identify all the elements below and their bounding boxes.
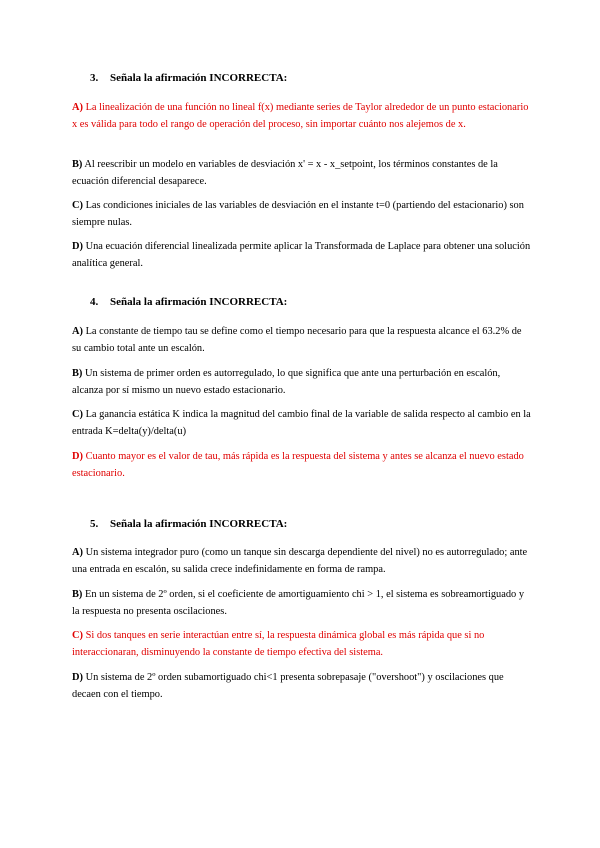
- option-letter: D): [72, 451, 83, 462]
- option-text: La ganancia estática K indica la magnitud del cambio final de la variable de salida respecto al cambio en la entrada K=delta(y)/delta(u): [72, 409, 531, 437]
- question-3-title: [90, 72, 287, 84]
- option-letter: A): [72, 547, 83, 558]
- q5-option-b: [72, 587, 532, 620]
- option-letter: C): [72, 200, 83, 211]
- question-text: Señala la afirmación INCORRECTA:: [110, 518, 288, 530]
- option-text: En un sistema de 2º orden, si el coeficiente de amortiguamiento chi > 1, el sistema es sobreamortiguado y la respuesta no presenta oscilaciones.: [72, 589, 525, 617]
- option-letter: C): [72, 630, 83, 641]
- q3-option-b: [72, 157, 532, 190]
- option-letter: D): [72, 672, 83, 683]
- q3-option-d: [72, 239, 532, 272]
- option-letter: A): [72, 102, 83, 113]
- option-letter: B): [72, 589, 83, 600]
- option-letter: A): [72, 326, 83, 337]
- option-letter: D): [72, 241, 83, 252]
- question-number: 5.: [90, 518, 99, 530]
- q3-option-c: [72, 198, 532, 231]
- question-text: Señala la afirmación INCORRECTA:: [110, 72, 288, 84]
- q4-option-d: [72, 449, 532, 482]
- question-text: Señala la afirmación INCORRECTA:: [110, 296, 288, 308]
- option-text: Un sistema de 2º orden subamortiguado chi<1 presenta sobrepasaje ("overshoot") y oscilaciones que decaen con el tiempo.: [72, 672, 504, 700]
- q5-option-a: [72, 545, 532, 578]
- option-text: Una ecuación diferencial linealizada permite aplicar la Transformada de Laplace para obtener una solución analítica general.: [72, 241, 531, 269]
- option-letter: C): [72, 409, 83, 420]
- q4-option-b: [72, 366, 532, 399]
- option-text: Las condiciones iniciales de las variables de desviación en el instante t=0 (partiendo del estacionario) son siempre nulas.: [72, 200, 524, 228]
- option-letter: B): [72, 368, 83, 379]
- option-text: La linealización de una función no lineal f(x) mediante series de Taylor alrededor de un punto estacionario x es válida para todo el rango de operación del proceso, sin importar cuánto nos alejemos de x.: [72, 102, 529, 130]
- option-letter: B): [72, 159, 83, 170]
- option-text: Un sistema integrador puro (como un tanque sin descarga dependiente del nivel) no es autorregulado; ante una entrada en escalón, su salida crece indefinidamente en forma de rampa.: [72, 547, 528, 575]
- q4-option-a: [72, 324, 532, 357]
- option-text: Si dos tanques en serie interactúan entre sí, la respuesta dinámica global es más rápida que si no interaccionaran, disminuyendo la constante de tiempo efectiva del sistema.: [72, 630, 485, 658]
- question-4-title: [90, 296, 287, 308]
- option-text: Cuanto mayor es el valor de tau, más rápida es la respuesta del sistema y antes se alcanza el nuevo estado estacionario.: [72, 451, 524, 479]
- option-text: La constante de tiempo tau se define como el tiempo necesario para que la respuesta alcance el 63.2% de su cambio total ante un escalón.: [72, 326, 522, 354]
- q5-option-d: [72, 670, 532, 703]
- question-number: 4.: [90, 296, 99, 308]
- option-text: Al reescribir un modelo en variables de desviación x' = x - x_setpoint, los términos constantes de la ecuación diferencial desaparece.: [72, 159, 498, 187]
- question-5-title: [90, 518, 287, 530]
- q5-option-c: [72, 628, 532, 661]
- option-text: Un sistema de primer orden es autorregulado, lo que significa que ante una perturbación en escalón, alcanza por sí mismo un nuevo estado estacionario.: [72, 368, 501, 396]
- q3-option-a: [72, 100, 532, 133]
- q4-option-c: [72, 407, 532, 440]
- question-number: 3.: [90, 72, 99, 84]
